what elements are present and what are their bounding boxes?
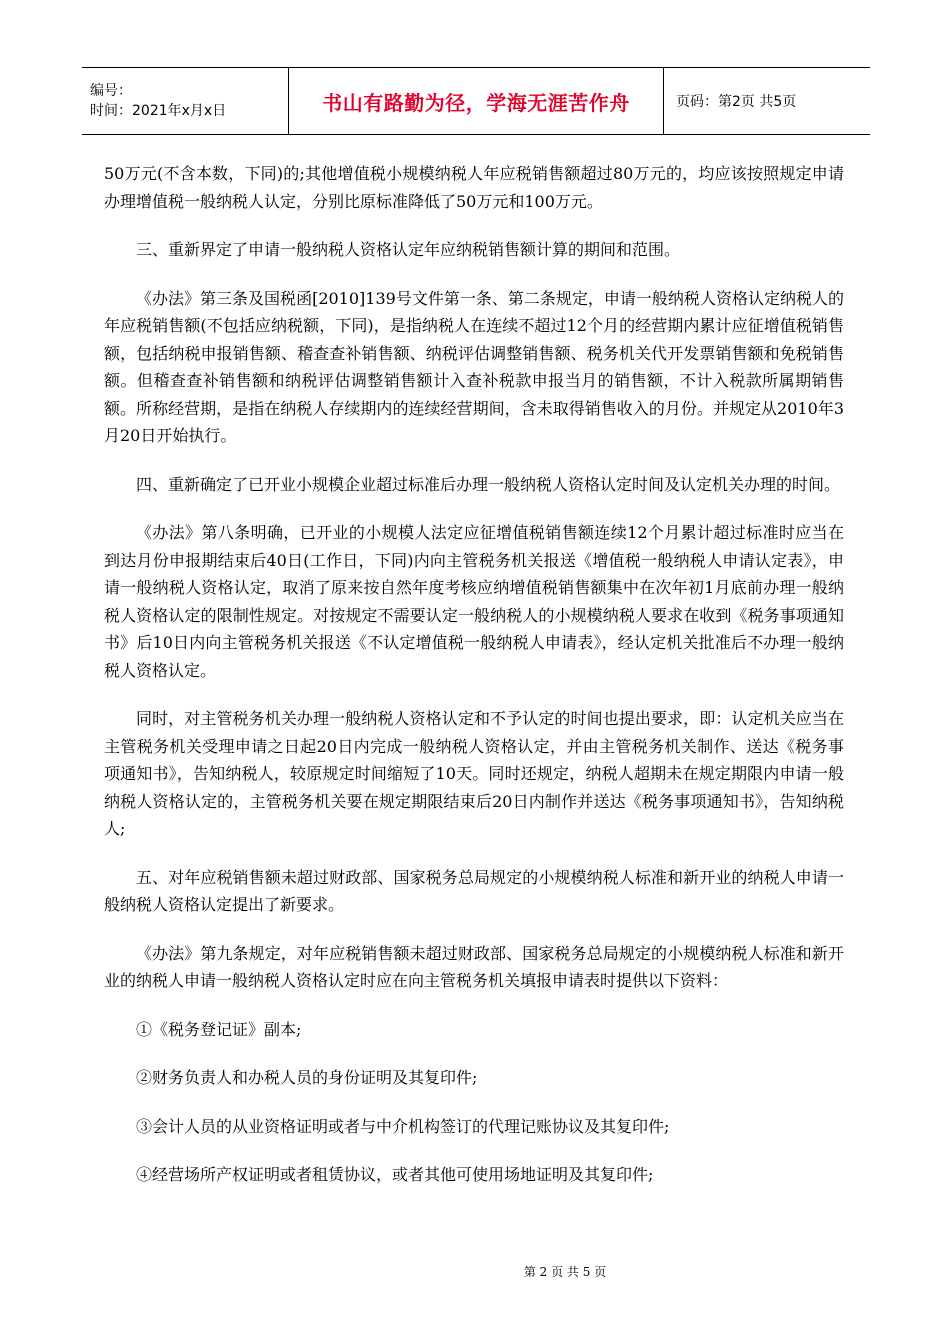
list-item: ④经营场所产权证明或者租赁协议，或者其他可使用场地证明及其复印件; [136,1165,654,1184]
list-item: ③会计人员的从业资格证明或者与中介机构签订的代理记账协议及其复印件; [136,1116,670,1136]
header-motto: 书山有路勤为径，学海无涯苦作舟 [289,68,664,135]
section-heading: 四、重新确定了已开业小规模企业超过标准后办理一般纳税人资格认定时间及认定机关办理的时间。 [136,474,841,494]
header-meta [82,68,289,135]
section-heading: 三、重新界定了申请一般纳税人资格认定年应纳税销售额计算的期间和范围。 [136,240,681,259]
header-page-code: 页码：第2页 共5页 [664,68,871,135]
page-header [82,67,870,135]
paragraph: 50万元(不含本数，下同)的;其他增值税小规模纳税人年应税销售额超过80万元的，均应该按照规定申请办理增值税一般纳税人认定，分别比原标准降低了50万元和100万元。 [104,164,844,211]
list-item: ②财务负责人和办税人员的身份证明及其复印件; [136,1068,478,1087]
section-heading: 五、对年应税销售额未超过财政部、国家税务总局规定的小规模纳税人标准和新开业的纳税人申请一般纳税人资格认定提出了新要求。 [104,867,844,914]
serial-number-label: 编号： [90,83,132,99]
page-footer: 第 2 页 共 5 页 [523,1265,607,1279]
list-item: ①《税务登记证》副本; [136,1019,302,1039]
paragraph: 《办法》第三条及国税函[2010]139号文件第一条、第二条规定，申请一般纳税人资格认定纳税人的年应税销售额(不包括应纳税额，下同)，是指纳税人在连续不超过12个月的经营期内累计应征增值税销售额，包括纳税申报销售额、稽查查补销售额、纳税评估调整销售额、税务机关代开发票销售额和免税销售额。但稽查查补销售额和纳税评估调整销售额计入查补税款申报当月的销售额，不计入税款所属期销售额。所称经营期，是指在纳税人存续期内的连续经营期间，含未取得销售收入的月份。并规定从2010年3月20日开始执行。 [104,288,844,445]
paragraph: 《办法》第九条规定，对年应税销售额未超过财政部、国家税务总局规定的小规模纳税人标准和新开业的纳税人申请一般纳税人资格认定时应在向主管税务机关填报申请表时提供以下资料： [104,943,844,990]
document-body [104,160,844,1210]
document-date: 时间：2021年x月x日 [90,103,227,119]
paragraph: 同时，对主管税务机关办理一般纳税人资格认定和不予认定的时间也提出要求，即：认定机关应当在主管税务机关受理申请之日起20日内完成一般纳税人资格认定，并由主管税务机关制作、送达《税务事项通知书》，告知纳税人，较原规定时间缩短了10天。同时还规定，纳税人超期未在规定期限内申请一般纳税人资格认定的，主管税务机关要在规定期限结束后20日内制作并送达《税务事项通知书》，告知纳税人; [104,709,844,838]
paragraph: 《办法》第八条明确，已开业的小规模人法定应征增值税销售额连续12个月累计超过标准时应当在到达月份申报期结束后40日(工作日，下同)内向主管税务机关报送《增值税一般纳税人申请认定表》，申请一般纳税人资格认定，取消了原来按自然年度考核应纳增值税销售额集中在次年初1月底前办理一般纳税人资格认定的限制性规定。对按规定不需要认定一般纳税人的小规模纳税人要求在收到《税务事项通知书》后10日内向主管税务机关报送《不认定增值税一般纳税人申请表》，经认定机关批准后不办理一般纳税人资格认定。 [104,523,844,680]
